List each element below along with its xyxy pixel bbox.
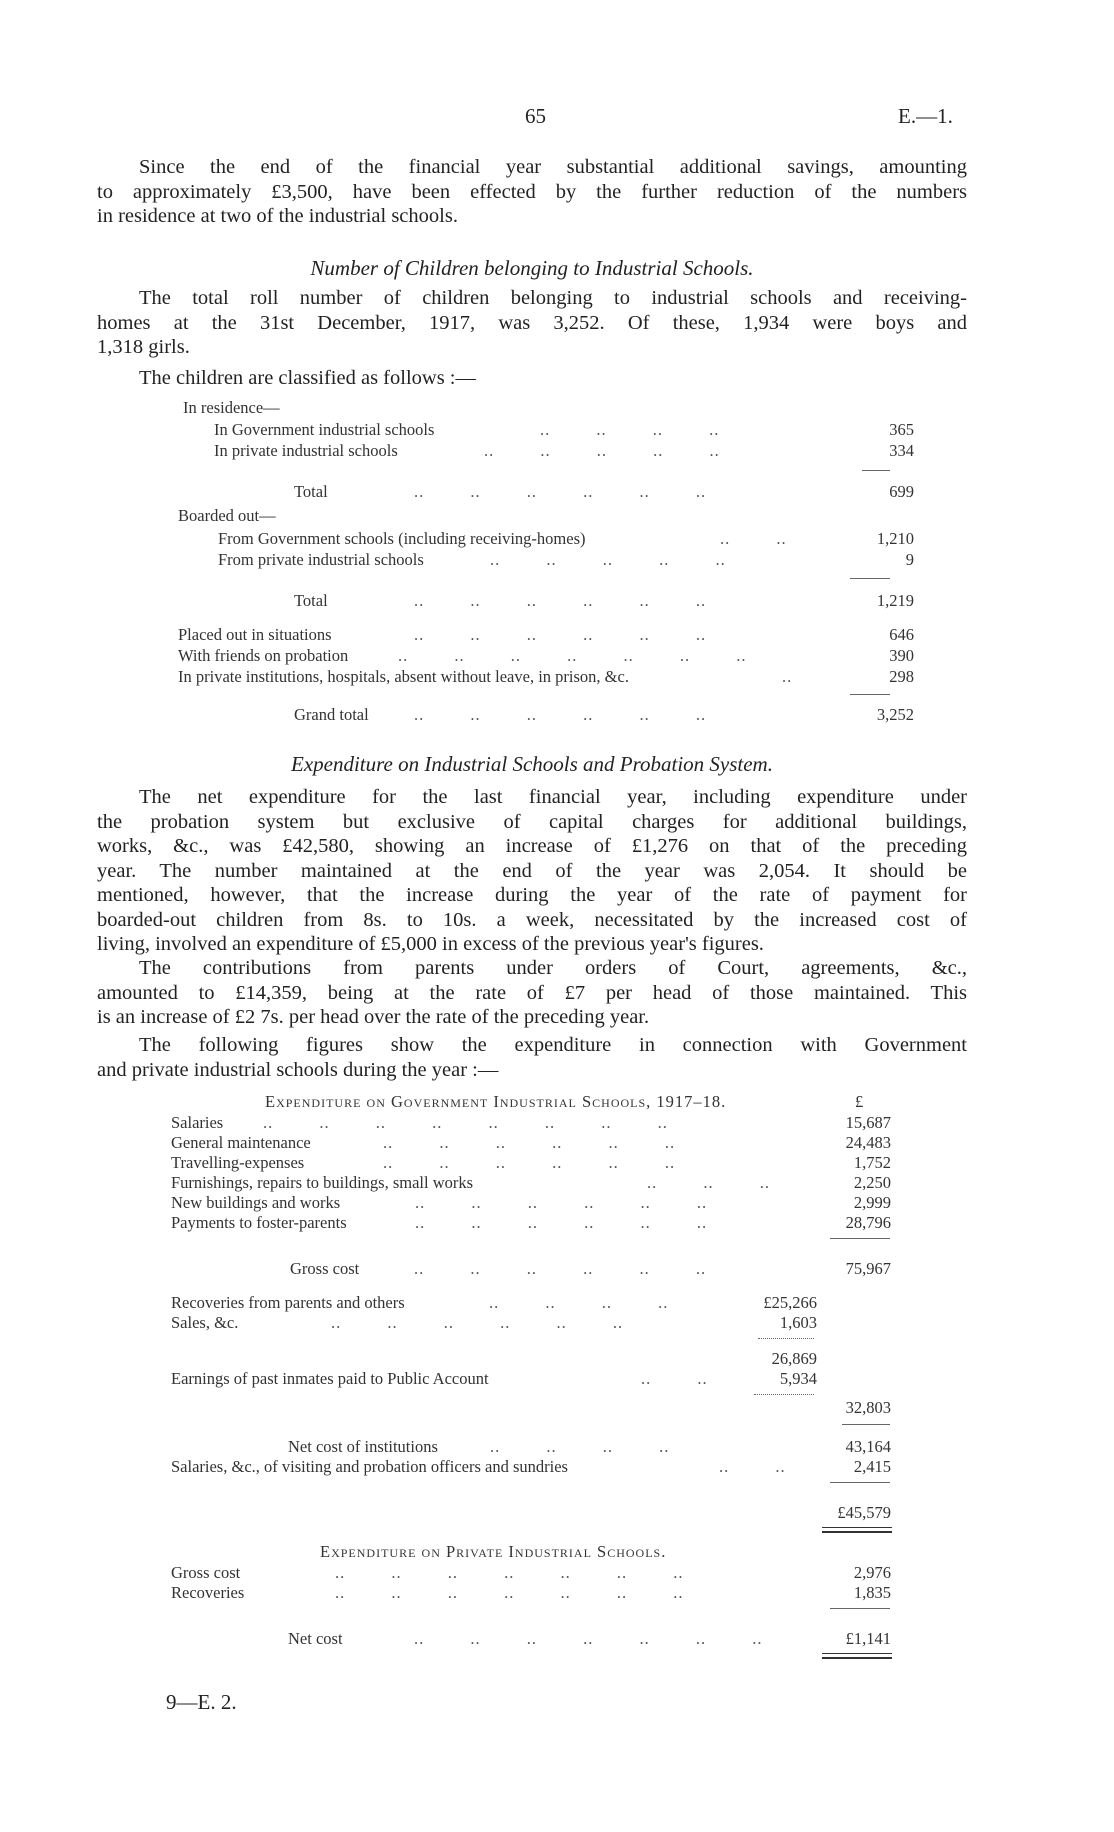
table-row-gross-cost <box>290 1259 891 1279</box>
row-value: 15,687 <box>845 1113 891 1132</box>
dot-leader: .. .. .. .. .. .. <box>383 1133 676 1152</box>
row-value: 1,752 <box>853 1153 891 1172</box>
intro-line-1: Since the end of the financial year substantial additional savings, amounting <box>139 156 967 178</box>
table-row-furnishings <box>171 1173 891 1193</box>
row-value: 2,999 <box>853 1193 891 1212</box>
row-value: 699 <box>889 482 914 501</box>
row-value: 390 <box>889 646 914 665</box>
contrib-line-2: amounted to £14,359, being at the rate of £7 per head of those maintained. This <box>97 981 967 1004</box>
double-rule <box>822 1653 892 1654</box>
row-label: Payments to foster-parents <box>171 1213 347 1232</box>
table-row-private-industrial <box>214 441 914 461</box>
subtotal-rule <box>830 1608 890 1609</box>
dot-leader: .. .. .. .. .. .. .. .. <box>263 1113 668 1132</box>
dot-leader: .. .. <box>719 1457 786 1476</box>
row-value: 26,869 <box>771 1349 817 1368</box>
subtotal-rule <box>754 1394 814 1395</box>
row-label: Sales, &c. <box>171 1313 239 1332</box>
dot-leader: .. .. .. .. .. .. <box>414 1259 707 1278</box>
dot-leader: .. .. .. .. .. .. <box>383 1153 676 1172</box>
dot-leader: .. .. .. .. .. .. <box>415 1213 708 1232</box>
exp-line-4: year. The number maintained at the end of the year was 2,054. It should be <box>97 859 967 882</box>
table-row-recoveries <box>171 1293 817 1313</box>
children-line-2: homes at the 31st December, 1917, was 3,252. Of these, 1,934 were boys and <box>97 311 967 334</box>
row-label: Net cost <box>288 1629 343 1648</box>
row-label: Gross cost <box>171 1563 241 1582</box>
table-row-visiting <box>171 1457 891 1477</box>
row-value: 1,219 <box>876 591 914 610</box>
row-label: General maintenance <box>171 1133 311 1152</box>
table-row-gov-total <box>811 1503 891 1523</box>
table-row-salaries <box>171 1113 891 1133</box>
children-line-3: 1,318 girls. <box>97 336 190 358</box>
row-label: Recoveries from parents and others <box>171 1293 405 1312</box>
table-row-deduct-total <box>811 1398 891 1418</box>
row-value: 5,934 <box>779 1369 817 1388</box>
table-row-new-buildings <box>171 1193 891 1213</box>
row-value: £25,266 <box>763 1293 817 1312</box>
dot-leader: .. .. .. .. .. .. .. <box>335 1563 684 1582</box>
dot-leader: .. <box>782 667 793 686</box>
section-heading-expenditure: Expenditure on Industrial Schools and Probation System. <box>291 752 773 776</box>
exp-line-2: the probation system but exclusive of capital charges for additional buildings, <box>97 810 967 833</box>
row-value: 2,415 <box>853 1457 891 1476</box>
subtotal-rule <box>830 1482 890 1483</box>
dot-leader: .. .. .. .. .. <box>484 441 720 460</box>
dot-leader: .. .. .. .. <box>489 1293 669 1312</box>
subtotal-rule <box>758 1338 814 1339</box>
document-reference: E.—1. <box>898 104 953 128</box>
table-row-subtotal <box>737 1349 817 1369</box>
subtotal-rule <box>850 578 890 579</box>
row-value: £1,141 <box>845 1629 891 1648</box>
table-row-private-net <box>288 1629 891 1649</box>
row-label: From private industrial schools <box>218 550 424 569</box>
subtotal-rule <box>862 470 890 471</box>
row-value: 75,967 <box>845 1259 891 1278</box>
row-label: Grand total <box>294 705 369 724</box>
section-heading-children: Number of Children belonging to Industrial Schools. <box>310 256 754 280</box>
dot-leader: .. .. .. .. .. .. <box>331 1313 624 1332</box>
children-line-1: The total roll number of children belonging to industrial schools and receiving- <box>139 287 967 309</box>
row-label: Net cost of institutions <box>288 1437 438 1456</box>
table-row-grand-total <box>294 705 914 725</box>
row-label: From Government schools (including receiving-homes) <box>218 529 586 548</box>
expenditure-paragraph-1 <box>97 785 967 957</box>
row-value: 24,483 <box>845 1133 891 1152</box>
row-label: Placed out in situations <box>178 625 332 644</box>
row-label: With friends on probation <box>178 646 349 665</box>
row-label: In private institutions, hospitals, absent without leave, in prison, &c. <box>178 667 629 686</box>
row-value: 365 <box>889 420 914 439</box>
contrib-line-1: The contributions from parents under orders of Court, agreements, &c., <box>139 957 967 979</box>
row-label: Travelling-expenses <box>171 1153 305 1172</box>
dot-leader: .. .. .. .. .. .. <box>414 705 707 724</box>
children-paragraph <box>97 286 967 360</box>
table-row-private-gross <box>171 1563 891 1583</box>
row-label: Earnings of past inmates paid to Public Account <box>171 1369 489 1388</box>
row-label: New buildings and works <box>171 1193 341 1212</box>
table-row-maintenance <box>171 1133 891 1153</box>
subtotal-rule <box>842 1424 890 1425</box>
row-value: £45,579 <box>837 1503 891 1522</box>
dot-leader: .. .. .. .. <box>490 1437 670 1456</box>
exp-line-5: mentioned, however, that the increase during the year of the rate of payment for <box>97 884 967 906</box>
dot-leader: .. .. .. .. .. .. .. <box>335 1583 684 1602</box>
subtotal-rule <box>830 1238 890 1239</box>
row-value: 32,803 <box>845 1398 891 1417</box>
gov-expenditure-title: Expenditure on Government Industrial Schools, 1917–18. <box>265 1092 727 1111</box>
table-row-private-recoveries <box>171 1583 891 1603</box>
dot-leader: .. .. .. .. .. .. <box>414 625 707 644</box>
row-value: 2,250 <box>853 1173 891 1192</box>
table-row-sales <box>171 1313 817 1333</box>
row-value: 28,796 <box>845 1213 891 1232</box>
dot-leader: .. .. .. .. <box>540 420 720 439</box>
dot-leader: .. .. .. .. .. .. <box>414 482 707 501</box>
row-label: Recoveries <box>171 1583 245 1602</box>
dot-leader: .. .. <box>641 1369 708 1388</box>
intro-line-3: in residence at two of the industrial schools. <box>97 205 458 227</box>
exp-line-7: living, involved an expenditure of £5,000 in excess of the previous year's figures. <box>97 933 764 955</box>
row-value: 3,252 <box>876 705 914 724</box>
row-label: Salaries, &c., of visiting and probation officers and sundries <box>171 1457 568 1476</box>
row-value: 1,835 <box>853 1583 891 1602</box>
row-value: 1,210 <box>876 529 914 548</box>
row-label: Total <box>294 591 328 610</box>
subtotal-rule <box>850 694 890 695</box>
double-rule <box>822 1527 892 1528</box>
table-row-institutions <box>178 667 914 687</box>
table-row-from-private <box>218 550 914 570</box>
row-label: Salaries <box>171 1113 224 1132</box>
dot-leader: .. .. .. .. .. .. <box>414 591 707 610</box>
following-line-1: The following figures show the expenditure in connection with Government <box>139 1034 967 1056</box>
contrib-line-3: is an increase of £2 7s. per head over the rate of the preceding year. <box>97 1006 650 1028</box>
row-label: In private industrial schools <box>214 441 398 460</box>
currency-symbol: £ <box>855 1092 864 1111</box>
table-row-probation <box>178 646 914 666</box>
following-line-2: and private industrial schools during the year :— <box>97 1058 499 1081</box>
table-row-total-residence <box>294 482 914 502</box>
dot-leader: .. .. .. .. .. .. .. <box>414 1629 763 1648</box>
exp-line-3: works, &c., was £42,580, showing an increase of £1,276 on that of the preceding <box>97 835 967 857</box>
classified-intro: The children are classified as follows :— <box>139 367 476 389</box>
exp-line-1: The net expenditure for the last financial year, including expenditure under <box>139 786 967 808</box>
row-value: 334 <box>889 441 914 460</box>
dot-leader: .. .. .. .. .. .. .. <box>398 646 747 665</box>
row-value: 646 <box>889 625 914 644</box>
row-value: 9 <box>905 550 914 569</box>
row-value: 1,603 <box>779 1313 817 1332</box>
dot-leader: .. .. .. <box>647 1173 770 1192</box>
printer-signature: 9—E. 2. <box>166 1690 237 1714</box>
intro-line-2: to approximately £3,500, have been effected by the further reduction of the numbers <box>97 180 967 203</box>
double-rule <box>822 1531 892 1533</box>
expenditure-paragraph-2 <box>97 956 967 1030</box>
table-row-earnings <box>171 1369 817 1389</box>
dot-leader: .. .. <box>720 529 787 548</box>
expenditure-paragraph-3 <box>97 1033 967 1082</box>
row-value: 43,164 <box>845 1437 891 1456</box>
page-number: 65 <box>525 104 546 128</box>
table-row-gov-industrial <box>214 420 914 440</box>
table-row-travelling <box>171 1153 891 1173</box>
row-value: 298 <box>889 667 914 686</box>
double-rule <box>822 1657 892 1659</box>
row-value: 2,976 <box>853 1563 891 1582</box>
private-expenditure-title: Expenditure on Private Industrial Schools. <box>320 1542 667 1561</box>
dot-leader: .. .. .. .. .. .. <box>415 1193 708 1212</box>
table-row-net-institutions <box>288 1437 891 1457</box>
table-row-from-gov <box>218 529 914 549</box>
row-label: Total <box>294 482 328 501</box>
dot-leader: .. .. .. .. .. <box>490 550 726 569</box>
row-label: Gross cost <box>290 1259 360 1278</box>
row-label: Furnishings, repairs to buildings, small works <box>171 1173 474 1192</box>
table-row-total-boarded <box>294 591 914 611</box>
table-row-foster <box>171 1213 891 1233</box>
intro-paragraph <box>97 155 967 229</box>
exp-line-6: boarded-out children from 8s. to 10s. a week, necessitated by the increased cost of <box>97 908 967 931</box>
table-row-situations <box>178 625 914 645</box>
row-label: In Government industrial schools <box>214 420 435 439</box>
